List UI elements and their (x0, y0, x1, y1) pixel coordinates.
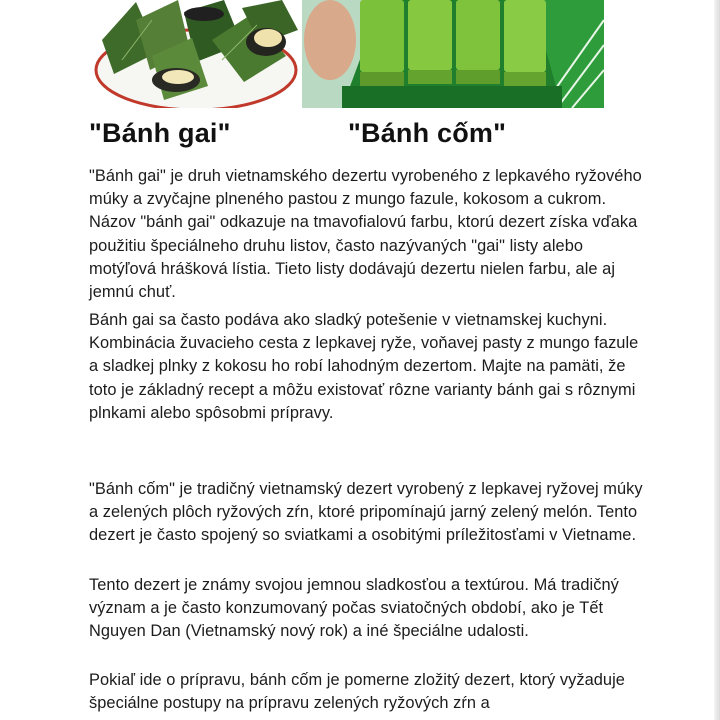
page-edge (714, 0, 720, 720)
paragraph-banh-com-meaning (89, 574, 649, 644)
paragraph-banh-gai-intro (89, 165, 649, 304)
paragraph-text: Pokiaľ ide o prípravu, bánh cốm je pomerne zložitý dezert, ktorý vyžaduje špeciálne postupy na prípravu zelených ryžových zŕn a (89, 671, 625, 713)
paragraph-text: "Bánh cốm" je tradičný vietnamský dezert vyrobený z lepkavej ryžovej múky a zelených plôch ryžových zŕn, ktoré pripomínajú jarný zelený melón. Tento dezert je často spojený so sviatkami a osobitými príležitosťami v Vietname. (89, 480, 643, 545)
paragraph-banh-com-preparation (89, 669, 649, 715)
caption-banh-com: "Bánh cốm" (348, 118, 507, 148)
caption-banh-gai: "Bánh gai" (89, 118, 231, 148)
paragraph-text: Tento dezert je známy svojou jemnou sladkosťou a textúrou. Má tradičný význam a je často konzumovaný počas sviatočných období, ako je Tết Nguyen Dan (Vietnamský nový rok) a iné špeciálne udalosti. (89, 576, 619, 641)
paragraph-banh-gai-serving (89, 309, 649, 425)
paragraph-banh-com-intro (89, 478, 649, 548)
paragraph-text: Bánh gai sa často podáva ako sladký potešenie v vietnamskej kuchyni. Kombinácia žuvacieho cesta z lepkavej ryže, voňavej pasty z mungo fazule a sladkej plnky z kokosu ho robí lahodným dezertom. Majte na pamäti, že toto je základný recept a môžu existovať rôzne varianty bánh gai s rôznymi plnkami alebo spôsobmi prípravy. (89, 311, 639, 422)
paragraph-text: "Bánh gai" je druh vietnamského dezertu vyrobeného z lepkavého ryžového múky a zvyčajne plneného pastou z mungo fazule, kokosom a cukrom. Názov "bánh gai" odkazuje na tmavofialovú farbu, ktorú dezert získa vďaka použitiu špeciálneho druhu listov, často nazývaných "gai" listy alebo motýľová hrášková lístia. Tieto listy dodávajú dezertu nielen farbu, ale aj jemnú chuť. (89, 167, 642, 302)
banh-gai-photo (92, 0, 300, 108)
banh-com-photo (302, 0, 604, 108)
photo-strip (92, 0, 604, 108)
